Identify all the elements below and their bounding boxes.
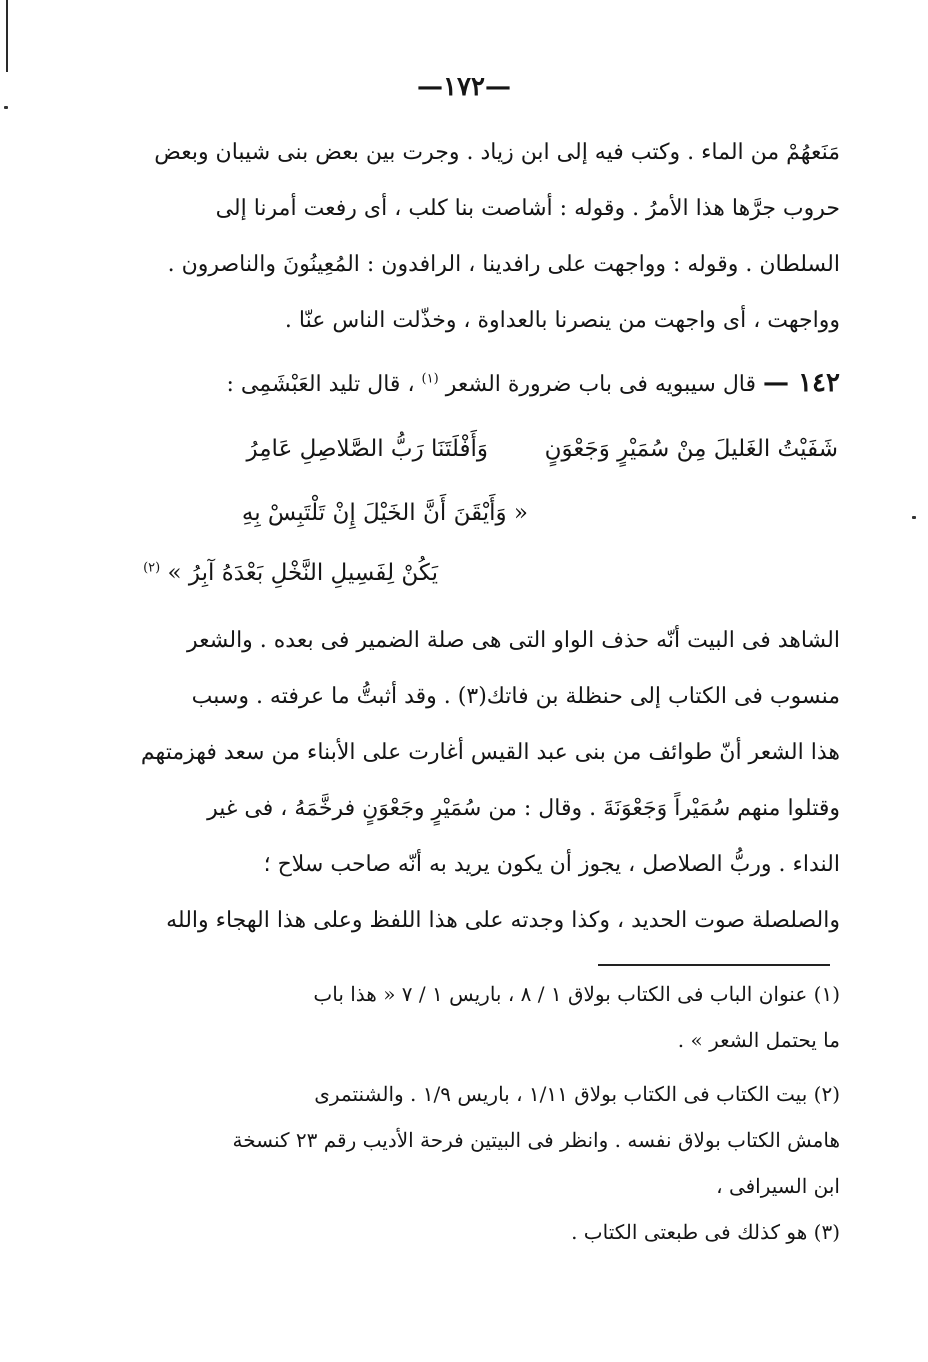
footnote-ref: (١) [421, 371, 439, 387]
verse-2-right-hemistich: « وَأَيْقَنَ أَنَّ الخَيْلَ إِنْ تَلْتَبِسْ بِهِ [241, 500, 528, 526]
text-line: السلطان . وقوله : وواجهت على رافدينا ، الرافدون : المُعِينُونَ والناصرون . [167, 252, 840, 277]
text-line: الشاهد فى البيت أنّه حذف الواو التى هى صلة الضمير فى بعده . والشعر [186, 628, 840, 653]
verse-2-left-hemistich [143, 560, 438, 586]
entry-heading-tail: ، قال تليد العَبْشَمِى : [226, 372, 415, 397]
entry-heading-line [227, 368, 840, 398]
footnote-line: (٢) بيت الكتاب فى الكتاب بولاق ١/١١ ، باريس ١/٩ . والشنتمرى [314, 1082, 840, 1106]
verse-1-right-hemistich: شَفَيْتُ الغَليلَ مِنْ سُمَيْرٍ وَجَعْوَنٍ [544, 436, 838, 462]
footnote-line: ابن السيرافى ، [716, 1174, 840, 1198]
text-line: النداء . وربُّ الصلاصل ، يجوز أن يكون يريد به أنّه صاحب سلاح ؛ [263, 852, 840, 877]
verse-1-left-hemistich: وَأَفْلَتَنَا رَبُّ الصَّلاصِلِ عَامِرُ [246, 436, 488, 462]
footnote-separator [598, 964, 830, 966]
text-line: وقتلوا منهم سُمَيْراً وَجَعْوَنَةَ . وقال : من سُمَيْرٍ وجَعْوَنٍ فرخَّمَهُ ، فى غير [207, 796, 840, 821]
footnote-line: (٣) هو كذلك فى طبعتى الكتاب . [571, 1220, 840, 1244]
scan-speck [912, 516, 916, 519]
scan-speck [4, 106, 8, 109]
scan-edge-line [6, 0, 8, 72]
text-line: هذا الشعر أنّ طوائف من بنى عبد القيس أغارت على الأبناء من سعد فهزمتهم [140, 740, 840, 765]
page-number: —١٧٢— [417, 72, 511, 102]
footnote-ref: (٢) [143, 560, 161, 576]
text-line: منسوب فى الكتاب إلى حنظلة بن فاتك(٣) . وقد أثبتُّ ما عرفته . وسبب [191, 684, 840, 709]
footnote-line: (١) عنوان الباب فى الكتاب بولاق ١ / ٨ ، باريس ١ / ٧ « هذا باب [313, 982, 840, 1006]
footnote-line: ما يحتمل الشعر » . [677, 1028, 840, 1052]
text-line: مَنَعهُمْ من الماء . وكتب فيه إلى ابن زياد . وجرت بين بعض بنى شيبان وبعض [154, 140, 840, 165]
text-line: وواجهت ، أى واجهت من ينصرنا بالعداوة ، وخذّلت الناس عنّا . [284, 308, 840, 333]
entry-number: ١٤٢ — [763, 368, 840, 398]
text-line: حروب جرَّها هذا الأمرُ . وقوله : أشاصت بنا كلب ، أى رفعت أمرنا إلى [215, 196, 840, 221]
entry-heading-text: قال سيبويه فى باب ضرورة الشعر [445, 372, 757, 397]
footnote-line: هامش الكتاب بولاق نفسه . وانظر فى البيتين فرحة الأديب رقم ٢٣ كنسخة [232, 1128, 840, 1152]
verse-2-left-text: يَكُنْ لِفَسِيلِ النَّخْلِ بَعْدَهُ آبِرُ » [167, 560, 438, 586]
text-line: والصلصلة صوت الحديد ، وكذا وجدته على هذا اللفظ وعلى هذا الهجاء والله [166, 908, 840, 933]
